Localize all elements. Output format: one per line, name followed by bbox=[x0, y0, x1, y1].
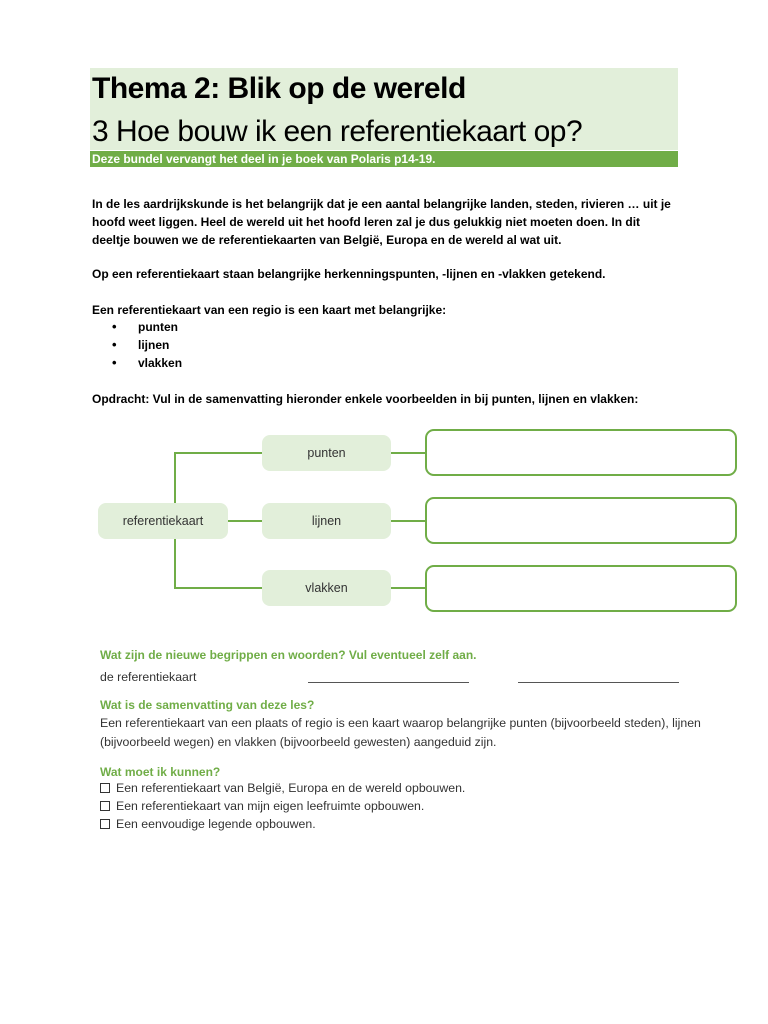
connector-vlakken-box bbox=[391, 587, 425, 589]
summary-line: (bijvoorbeeld wegen) en vlakken (bijvoorbeeld gewesten) aangeduid zijn. bbox=[100, 735, 497, 749]
skill-text: Een referentiekaart van België, Europa en de wereld opbouwen. bbox=[116, 781, 466, 795]
node-punten: punten bbox=[262, 435, 391, 471]
connector-vlakken bbox=[174, 587, 262, 589]
connector-punten bbox=[174, 452, 262, 454]
intro-line: In de les aardrijkskunde is het belangrijk dat je een aantal belangrijke landen, steden, rivieren … uit je bbox=[92, 197, 671, 211]
intro-paragraph bbox=[92, 195, 692, 249]
bullet-item-punten: • punten bbox=[112, 318, 182, 336]
node-lijnen: lijnen bbox=[262, 503, 391, 539]
intro-line: hoofd weet liggen. Heel de wereld uit het hoofd leren zal je dus gelukkig niet moeten doen. In dit bbox=[92, 215, 641, 229]
skill-item bbox=[100, 781, 465, 795]
skill-checkbox[interactable] bbox=[100, 801, 110, 811]
connector-lijnen-box bbox=[391, 520, 425, 522]
intro-line: deeltje bouwen we de referentiekaarten van België, Europa en de wereld al wat uit. bbox=[92, 233, 562, 247]
summary-line: Een referentiekaart van een plaats of regio is een kaart waarop belangrijke punten (bijvoorbeeld steden), lijnen bbox=[100, 716, 701, 730]
term-blank-line-1[interactable] bbox=[308, 682, 469, 683]
node-referentiekaart: referentiekaart bbox=[98, 503, 228, 539]
bullet-list bbox=[112, 318, 182, 372]
landmarks-paragraph: Op een referentiekaart staan belangrijke herkenningspunten, -lijnen en -vlakken getekend. bbox=[92, 267, 606, 281]
answer-box-vlakken[interactable] bbox=[425, 565, 737, 612]
answer-box-lijnen[interactable] bbox=[425, 497, 737, 544]
bullet-item-lijnen: • lijnen bbox=[112, 336, 182, 354]
skill-text: Een referentiekaart van mijn eigen leefruimte opbouwen. bbox=[116, 799, 425, 813]
skill-checkbox[interactable] bbox=[100, 819, 110, 829]
skill-text: Een eenvoudige legende opbouwen. bbox=[116, 817, 316, 831]
answer-box-punten[interactable] bbox=[425, 429, 737, 476]
lesson-title: 3 Hoe bouw ik een referentiekaart op? bbox=[92, 115, 583, 148]
assignment-text: Opdracht: Vul in de samenvatting hieronder enkele voorbeelden in bij punten, lijnen en vlakken: bbox=[92, 392, 639, 406]
subtitle-bar: Deze bundel vervangt het deel in je boek van Polaris p14-19. bbox=[90, 151, 678, 167]
skills-heading: Wat moet ik kunnen? bbox=[100, 765, 221, 779]
concept-diagram bbox=[96, 426, 741, 616]
summary-heading: Wat is de samenvatting van deze les? bbox=[100, 698, 315, 712]
skill-item bbox=[100, 817, 316, 831]
term-blank-line-2[interactable] bbox=[518, 682, 679, 683]
bullet-item-vlakken: • vlakken bbox=[112, 354, 182, 372]
theme-title: Thema 2: Blik op de wereld bbox=[92, 72, 466, 105]
skill-checkbox[interactable] bbox=[100, 783, 110, 793]
definition-paragraph: Een referentiekaart van een regio is een kaart met belangrijke: bbox=[92, 303, 447, 317]
node-vlakken: vlakken bbox=[262, 570, 391, 606]
connector-punten-box bbox=[391, 452, 425, 454]
new-term-referentiekaart: de referentiekaart bbox=[100, 670, 197, 684]
skill-item bbox=[100, 799, 424, 813]
connector-lijnen bbox=[228, 520, 262, 522]
new-terms-heading: Wat zijn de nieuwe begrippen en woorden? Vul eventueel zelf aan. bbox=[100, 648, 477, 662]
